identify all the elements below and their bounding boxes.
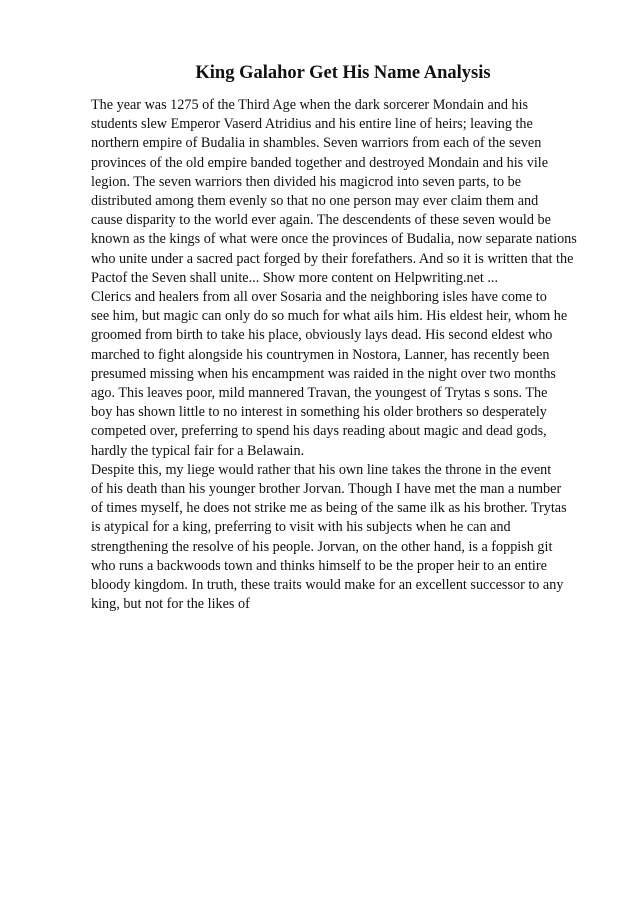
body-line: of his death than his younger brother Jorvan. Though I have met the man a number <box>91 481 562 498</box>
body-line: who unite under a sacred pact forged by their forefathers. And so it is written that the <box>91 250 574 267</box>
body-line: who runs a backwoods town and thinks himself to be the proper heir to an entire <box>91 557 547 574</box>
body-line: northern empire of Budalia in shambles. Seven warriors from each of the seven <box>91 135 542 152</box>
body-line: groomed from birth to take his place, obviously lays dead. His second eldest who <box>91 327 553 344</box>
body-line: bloody kingdom. In truth, these traits would make for an excellent successor to any <box>91 577 564 594</box>
body-line: legion. The seven warriors then divided his magicrod into seven parts, to be <box>91 173 521 190</box>
body-line: hardly the typical fair for a Belawain. <box>91 442 305 459</box>
body-line: distributed among them evenly so that no one person may ever claim them and <box>91 193 539 210</box>
body-line: known as the kings of what were once the provinces of Budalia, now separate nations <box>91 231 577 248</box>
body-line: The year was 1275 of the Third Age when the dark sorcerer Mondain and his <box>91 97 529 113</box>
document-title: King Galahor Get His Name Analysis <box>195 63 491 83</box>
body-line: of times myself, he does not strike me as being of the same ilk as his brother. Trytas <box>91 500 567 517</box>
body-line: boy has shown little to no interest in something his older brothers so desperately <box>91 404 547 421</box>
body-line: strengthening the resolve of his people. Jorvan, on the other hand, is a foppish git <box>91 538 553 555</box>
body-line: marched to fight alongside his countrymen in Nostora, Lanner, has recently been <box>91 346 550 363</box>
body-line: ago. This leaves poor, mild mannered Travan, the youngest of Trytas s sons. The <box>91 385 548 402</box>
body-line: cause disparity to the world ever again. The descendents of these seven would be <box>91 212 551 229</box>
body-line: competed over, preferring to spend his days reading about magic and dead gods, <box>91 423 547 440</box>
body-line: king, but not for the likes of <box>91 596 250 613</box>
body-line: provinces of the old empire banded together and destroyed Mondain and his vile <box>91 154 549 171</box>
body-line: is atypical for a king, preferring to visit with his subjects when he can and <box>91 519 511 536</box>
document-body <box>91 96 601 614</box>
body-line: presumed missing when his encampment was raided in the night over two months <box>91 365 556 382</box>
body-line: see him, but magic can only do so much for what ails him. His eldest heir, whom he <box>91 308 568 325</box>
body-line: Pactof the Seven shall unite... Show more content on Helpwriting.net ... <box>91 269 499 286</box>
body-line: students slew Emperor Vaserd Atridius and his entire line of heirs; leaving the <box>91 116 533 133</box>
body-line: Despite this, my liege would rather that his own line takes the throne in the event <box>91 461 552 478</box>
body-line: Clerics and healers from all over Sosaria and the neighboring isles have come to <box>91 289 547 306</box>
